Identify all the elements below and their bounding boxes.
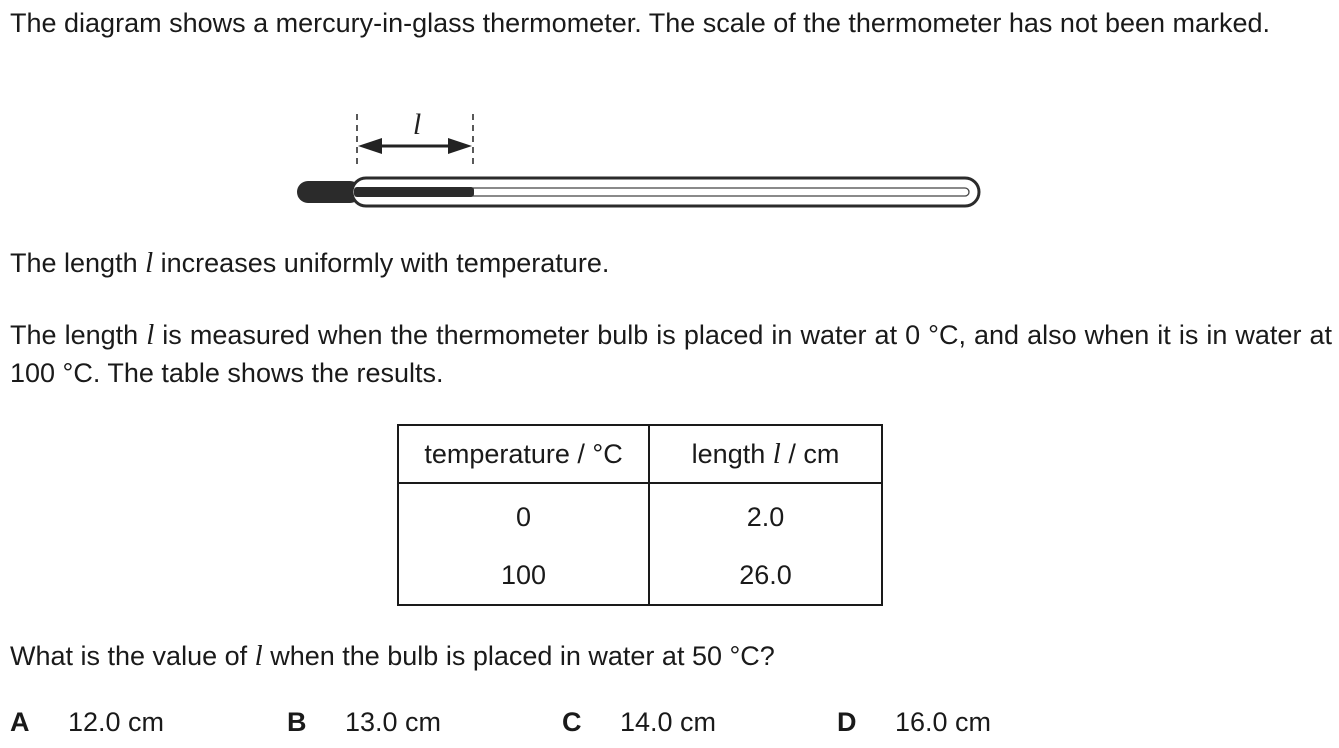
length-values [649,483,882,605]
option-letter: C [562,707,582,737]
option-value: 16.0 cm [895,707,992,737]
length-symbol: l [145,247,154,279]
table-cell-length: 26.0 [739,560,792,590]
header-length [649,425,882,483]
option-value: 12.0 cm [68,707,165,737]
uniform-statement [10,244,1332,282]
option-c[interactable] [562,703,716,741]
measure-prefix: The length [10,320,147,350]
thermometer-diagram [290,108,990,220]
mercury-thread [354,187,474,197]
intro-text-content: The diagram shows a mercury-in-glass thermometer. The scale of the thermometer has not been marked. [10,8,1271,38]
option-letter: B [287,707,307,737]
table-cell-temperature: 0 [515,502,532,532]
table-cell-temperature: 100 [500,560,547,590]
length-arrow-head-right [448,138,472,154]
uniform-text: increases uniformly with temperature. [153,248,610,278]
header-length-suffix: / cm [780,438,840,469]
option-b[interactable] [287,703,441,741]
option-value: 13.0 cm [345,707,442,737]
table-header-row [398,425,882,483]
option-a[interactable] [10,703,164,741]
length-symbol: l [254,640,263,672]
option-letter: D [837,707,857,737]
measurement-paragraph [10,316,1332,392]
length-label: l [412,108,422,141]
results-table [397,424,883,606]
length-symbol: l [772,437,781,470]
header-length-prefix: length [691,438,773,469]
option-d[interactable] [837,703,991,741]
option-letter: A [10,707,30,737]
table-values-row [398,483,882,605]
temperature-values [398,483,649,605]
header-temperature: temperature / °C [398,425,649,483]
question-text [10,637,1332,675]
length-symbol: l [146,319,155,351]
question-prefix: What is the value of [10,641,255,671]
question-body: when the bulb is placed in water at 50 °C? [262,641,775,671]
option-value: 14.0 cm [620,707,717,737]
intro-text [10,4,1332,42]
uniform-prefix: The length [10,248,146,278]
length-arrow-head-left [358,138,382,154]
measure-text: is measured when the thermometer bulb is placed in water at 0 °C, and also when it is in water at 100 °C. The table shows the results. [10,320,1332,388]
table-cell-length: 2.0 [746,502,785,532]
